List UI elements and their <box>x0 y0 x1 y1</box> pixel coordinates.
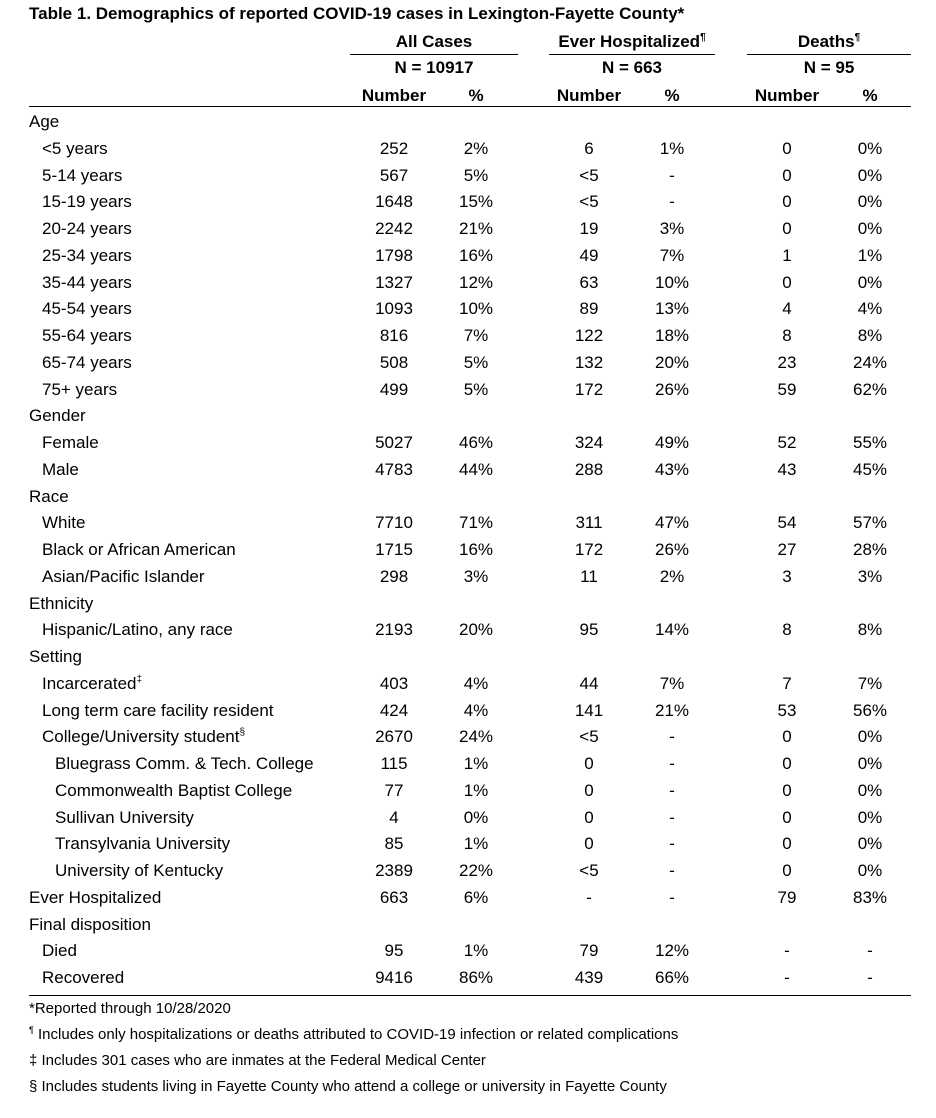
all-cases-number-cell: 95 <box>384 941 404 961</box>
footnote <box>29 1052 486 1069</box>
hospitalized-number-cell: <5 <box>579 861 599 880</box>
row-label <box>42 189 132 216</box>
table-row <box>0 858 936 885</box>
hospitalized-number-cell: 0 <box>584 754 594 773</box>
group-name: All Cases <box>395 32 473 51</box>
table-row <box>0 430 936 457</box>
all-cases-number-cell: 1798 <box>375 245 413 265</box>
hospitalized-percent-cell: 21% <box>654 700 690 720</box>
hospitalized-percent-cell: 26% <box>654 379 690 399</box>
all-cases-number-cell: 508 <box>379 352 409 372</box>
deaths-percent-cell: 0% <box>857 138 883 158</box>
row-label-text: 45-54 years <box>42 299 132 319</box>
all-cases-percent-cell: 5% <box>463 352 489 372</box>
row-label <box>29 644 82 671</box>
row-label <box>42 323 132 350</box>
all-cases-percent-cell: 2% <box>463 138 489 158</box>
header-rule <box>29 106 911 107</box>
table-row <box>0 377 936 404</box>
row-label <box>42 564 205 591</box>
hospitalized-percent-cell: 49% <box>654 433 690 452</box>
table-row <box>0 831 936 858</box>
deaths-number-cell: 4 <box>782 299 792 319</box>
deaths-percent-cell: 0% <box>857 754 883 773</box>
table-row <box>0 189 936 216</box>
all-cases-number-cell: 4783 <box>375 459 413 479</box>
deaths-number-cell: 0 <box>782 834 792 854</box>
section-row <box>0 484 936 511</box>
deaths-percent-cell: - <box>867 968 873 987</box>
hospitalized-number-cell: <5 <box>579 165 599 185</box>
row-label-text: College/University student <box>42 727 240 747</box>
deaths-percent-cell: 0% <box>857 727 883 747</box>
row-label-text: 5-14 years <box>42 165 123 185</box>
hospitalized-number-cell: 0 <box>584 834 594 854</box>
deaths-number-cell: 23 <box>777 352 797 372</box>
deaths-percent-cell: 45% <box>852 459 888 479</box>
all-cases-percent-cell: 44% <box>458 459 494 479</box>
hospitalized-percent-cell: 10% <box>654 272 690 292</box>
deaths-percent-cell: 0% <box>857 219 883 238</box>
deaths-number-cell: 0 <box>782 780 792 800</box>
hospitalized-number-cell: 311 <box>575 513 603 533</box>
all-cases-percent-cell: 16% <box>458 245 494 265</box>
row-label-text: Sullivan University <box>55 807 194 827</box>
row-label <box>42 938 77 965</box>
deaths-percent-cell: 8% <box>857 620 883 640</box>
table-row <box>0 296 936 323</box>
deaths-number-cell: 0 <box>782 727 792 747</box>
deaths-number-cell: - <box>784 941 790 961</box>
deaths-percent-cell: 62% <box>852 379 888 399</box>
hospitalized-percent-cell: - <box>669 192 675 212</box>
hospitalized-percent-cell: 18% <box>654 326 690 345</box>
deaths-number-cell: 0 <box>782 272 792 292</box>
section-row <box>0 591 936 618</box>
row-label-text: Final disposition <box>29 914 151 934</box>
all-cases-number-cell: 4 <box>389 807 399 827</box>
deaths-percent-cell: 8% <box>857 326 883 345</box>
deaths-percent-cell: 83% <box>852 887 888 907</box>
row-label <box>55 831 230 858</box>
all-cases-number-cell: 77 <box>384 780 404 800</box>
all-cases-percent-cell: 3% <box>463 566 489 586</box>
row-label-text: Race <box>29 486 69 506</box>
table-row <box>0 323 936 350</box>
all-cases-number-cell: 298 <box>379 566 409 586</box>
footnote-text: Includes only hospitalizations or deaths attributed to COVID-19 infection or related complications <box>33 1026 679 1043</box>
deaths-percent-cell: 57% <box>852 513 888 533</box>
hospitalized-number-cell: 0 <box>584 780 594 800</box>
deaths-number-cell: 0 <box>782 807 792 827</box>
group-footnote-mark: ¶ <box>854 32 861 43</box>
hospitalized-number-cell: - <box>586 887 592 907</box>
row-label-text: Died <box>42 941 77 961</box>
hospitalized-number-cell: 439 <box>574 968 604 987</box>
hospitalized-percent-cell: 7% <box>659 673 685 693</box>
all-cases-number-cell: 2670 <box>375 727 413 747</box>
deaths-number-cell: 54 <box>777 513 797 533</box>
hospitalized-percent-cell: 20% <box>654 352 690 372</box>
hospitalized-number-cell: 324 <box>574 433 604 452</box>
all-cases-number-cell: 499 <box>379 379 409 399</box>
row-label-text: Incarcerated <box>42 673 137 693</box>
column-header-number: Number <box>361 86 427 105</box>
column-header-percent: % <box>468 86 484 105</box>
all-cases-number-cell: 1715 <box>375 540 413 559</box>
row-label-text: Recovered <box>42 968 125 987</box>
all-cases-number-cell: 5027 <box>375 433 413 452</box>
row-label-text: 55-64 years <box>42 326 132 345</box>
row-label-text: Age <box>29 112 60 131</box>
deaths-number-cell: 0 <box>782 165 792 185</box>
footnote-mark: ¶ <box>29 1025 34 1035</box>
footnote-text: *Reported through 10/28/2020 <box>29 1000 231 1017</box>
group-n: N = 95 <box>803 58 855 77</box>
hospitalized-number-cell: 6 <box>584 138 594 158</box>
row-label-text: Bluegrass Comm. & Tech. College <box>55 754 314 773</box>
hospitalized-percent-cell: 14% <box>654 620 690 640</box>
hospitalized-percent-cell: 7% <box>659 245 685 265</box>
hospitalized-number-cell: 132 <box>574 352 604 372</box>
row-label <box>42 216 132 243</box>
hospitalized-percent-cell: 1% <box>659 138 685 158</box>
hospitalized-number-cell: 19 <box>579 219 599 238</box>
row-label-text: Asian/Pacific Islander <box>42 566 205 586</box>
footnote-text: § Includes students living in Fayette County who attend a college or university in Fayette County <box>29 1078 667 1095</box>
group-n: N = 10917 <box>394 58 474 77</box>
all-cases-number-cell: 2389 <box>375 861 413 880</box>
all-cases-number-cell: 403 <box>379 673 409 693</box>
all-cases-number-cell: 1327 <box>375 272 413 292</box>
row-label <box>42 724 245 751</box>
all-cases-percent-cell: 5% <box>463 379 489 399</box>
table-row <box>0 270 936 297</box>
table-row <box>0 350 936 377</box>
footnote-mark: ‡ <box>136 673 143 685</box>
hospitalized-percent-cell: - <box>669 807 675 827</box>
column-header-percent: % <box>664 86 680 105</box>
deaths-percent-cell: 55% <box>852 433 888 452</box>
table-row <box>0 216 936 243</box>
hospitalized-percent-cell: - <box>669 861 675 880</box>
table-row <box>0 751 936 778</box>
row-label <box>55 858 223 885</box>
row-label <box>42 136 108 163</box>
row-label <box>42 377 117 404</box>
deaths-percent-cell: 0% <box>857 192 883 212</box>
deaths-percent-cell: 28% <box>852 540 888 559</box>
all-cases-number-cell: 567 <box>379 165 409 185</box>
hospitalized-percent-cell: 12% <box>654 941 690 961</box>
hospitalized-number-cell: 288 <box>574 459 604 479</box>
section-row <box>0 912 936 939</box>
row-label <box>29 912 151 939</box>
row-label <box>29 591 93 618</box>
row-label <box>42 965 124 992</box>
row-label-text: Gender <box>29 406 86 426</box>
table-row <box>0 698 936 725</box>
all-cases-percent-cell: 22% <box>458 861 494 880</box>
table-row <box>0 136 936 163</box>
row-label-text: 35-44 years <box>42 272 132 292</box>
row-label-text: 65-74 years <box>42 352 132 372</box>
hospitalized-percent-cell: - <box>669 727 675 747</box>
table-row <box>0 617 936 644</box>
row-label-text: Transylvania University <box>55 834 231 854</box>
row-label-text: University of Kentucky <box>55 861 224 880</box>
row-label <box>42 457 79 484</box>
row-label-text: Commonwealth Baptist College <box>55 780 293 800</box>
row-label <box>42 270 132 297</box>
footnote-mark: § <box>239 727 246 739</box>
all-cases-percent-cell: 1% <box>463 780 489 800</box>
hospitalized-percent-cell: - <box>669 165 675 185</box>
all-cases-percent-cell: 1% <box>463 834 489 854</box>
all-cases-percent-cell: 86% <box>458 968 494 987</box>
section-row <box>0 403 936 430</box>
all-cases-number-cell: 424 <box>379 700 409 720</box>
table-row <box>0 163 936 190</box>
all-cases-number-cell: 663 <box>379 887 409 907</box>
hospitalized-percent-cell: - <box>669 887 675 907</box>
row-label-text: Ethnicity <box>29 593 94 613</box>
hospitalized-percent-cell: - <box>669 780 675 800</box>
table-row <box>0 510 936 537</box>
deaths-number-cell: 7 <box>782 673 792 693</box>
hospitalized-percent-cell: 26% <box>654 540 690 559</box>
hospitalized-percent-cell: - <box>669 754 675 773</box>
row-label-text: White <box>42 513 86 533</box>
deaths-percent-cell: 0% <box>857 165 883 185</box>
row-label-text: <5 years <box>42 138 108 158</box>
hospitalized-percent-cell: - <box>669 834 675 854</box>
all-cases-percent-cell: 46% <box>458 433 494 452</box>
group-n: N = 663 <box>601 58 662 77</box>
row-label <box>42 296 132 323</box>
group-footnote-mark: ¶ <box>700 32 706 43</box>
row-label <box>55 805 194 832</box>
table-title: Table 1. Demographics of reported COVID-19 cases in Lexington-Fayette County* <box>29 4 685 23</box>
row-label-text: Black or African American <box>42 540 236 559</box>
section-row <box>0 644 936 671</box>
column-header-percent: % <box>862 86 878 105</box>
all-cases-number-cell: 115 <box>380 754 408 773</box>
group-name: Ever Hospitalized <box>558 32 701 51</box>
deaths-percent-cell: 1% <box>857 245 883 265</box>
row-label-text: Hispanic/Latino, any race <box>42 620 233 640</box>
bottom-rule <box>29 995 911 996</box>
table-row <box>0 243 936 270</box>
all-cases-number-cell: 9416 <box>375 968 413 987</box>
deaths-number-cell: 53 <box>777 700 797 720</box>
table-row <box>0 671 936 698</box>
hospitalized-number-cell: <5 <box>579 192 599 212</box>
deaths-number-cell: 3 <box>782 566 792 586</box>
hospitalized-number-cell: 44 <box>579 673 599 693</box>
deaths-number-cell: - <box>784 968 790 987</box>
row-label <box>42 617 233 644</box>
column-header-number: Number <box>754 86 820 105</box>
deaths-number-cell: 0 <box>782 138 792 158</box>
row-label <box>42 163 122 190</box>
row-label-text: Long term care facility resident <box>42 700 274 720</box>
hospitalized-number-cell: 122 <box>574 326 604 345</box>
deaths-number-cell: 27 <box>777 540 797 559</box>
row-label <box>42 671 142 698</box>
row-label-text: 75+ years <box>42 379 118 399</box>
hospitalized-number-cell: 63 <box>579 272 599 292</box>
row-label <box>42 510 85 537</box>
section-row <box>0 885 936 912</box>
group-header-all-cases <box>350 31 518 81</box>
all-cases-percent-cell: 6% <box>463 887 489 907</box>
all-cases-percent-cell: 71% <box>458 513 494 533</box>
row-label-text: Female <box>42 433 99 452</box>
all-cases-number-cell: 85 <box>384 834 404 854</box>
row-label <box>42 430 99 457</box>
hospitalized-percent-cell: 3% <box>659 219 685 238</box>
hospitalized-number-cell: 95 <box>579 620 599 640</box>
hospitalized-percent-cell: 66% <box>654 968 690 987</box>
hospitalized-percent-cell: 43% <box>654 459 690 479</box>
row-label <box>42 350 132 377</box>
all-cases-percent-cell: 15% <box>458 192 494 212</box>
all-cases-number-cell: 816 <box>379 326 409 345</box>
row-label-text: Male <box>42 459 79 479</box>
all-cases-percent-cell: 12% <box>458 272 494 292</box>
group-header-deaths <box>747 31 911 81</box>
all-cases-number-cell: 2193 <box>375 620 413 640</box>
all-cases-number-cell: 1648 <box>375 192 413 212</box>
row-label-text: 15-19 years <box>42 192 132 212</box>
table-row <box>0 724 936 751</box>
deaths-number-cell: 52 <box>777 433 797 452</box>
deaths-percent-cell: 0% <box>857 780 883 800</box>
all-cases-percent-cell: 4% <box>463 700 489 720</box>
all-cases-number-cell: 252 <box>379 138 409 158</box>
all-cases-percent-cell: 7% <box>463 326 489 345</box>
table-row <box>0 938 936 965</box>
section-row <box>0 109 936 136</box>
all-cases-percent-cell: 4% <box>463 673 489 693</box>
all-cases-percent-cell: 16% <box>458 540 494 559</box>
row-label <box>29 484 69 511</box>
hospitalized-number-cell: 89 <box>579 299 599 319</box>
hospitalized-number-cell: 0 <box>584 807 594 827</box>
all-cases-percent-cell: 21% <box>458 219 494 238</box>
deaths-percent-cell: 4% <box>857 299 883 319</box>
deaths-percent-cell: 0% <box>857 834 883 854</box>
table-row <box>0 537 936 564</box>
deaths-number-cell: 43 <box>777 459 797 479</box>
row-label <box>42 698 274 725</box>
hospitalized-number-cell: 172 <box>574 379 604 399</box>
all-cases-number-cell: 2242 <box>375 219 413 238</box>
all-cases-number-cell: 7710 <box>375 513 413 533</box>
deaths-number-cell: 79 <box>777 887 797 907</box>
deaths-percent-cell: 0% <box>857 807 883 827</box>
hospitalized-percent-cell: 47% <box>654 513 690 533</box>
footnote-text: ‡ Includes 301 cases who are inmates at the Federal Medical Center <box>29 1052 486 1069</box>
row-label-text: 25-34 years <box>42 245 132 265</box>
deaths-percent-cell: 3% <box>857 566 883 586</box>
all-cases-percent-cell: 10% <box>458 299 494 319</box>
footnote <box>29 1026 678 1043</box>
row-label <box>29 403 86 430</box>
deaths-percent-cell: 0% <box>857 861 883 880</box>
row-label <box>42 537 236 564</box>
row-label-text: Setting <box>29 647 82 666</box>
table-row <box>0 805 936 832</box>
deaths-number-cell: 0 <box>782 192 792 212</box>
row-label <box>55 751 314 778</box>
deaths-percent-cell: 24% <box>852 352 888 372</box>
hospitalized-number-cell: 172 <box>574 540 604 559</box>
row-label-text: 20-24 years <box>42 219 132 238</box>
footnote <box>29 1078 667 1095</box>
row-label-text: Ever Hospitalized <box>29 887 162 907</box>
deaths-number-cell: 8 <box>782 326 792 345</box>
hospitalized-percent-cell: 13% <box>654 299 690 319</box>
column-header-number: Number <box>556 86 622 105</box>
all-cases-percent-cell: 5% <box>463 165 489 185</box>
deaths-percent-cell: - <box>867 941 873 961</box>
deaths-percent-cell: 0% <box>857 272 883 292</box>
deaths-number-cell: 0 <box>782 754 792 773</box>
deaths-number-cell: 0 <box>782 219 792 238</box>
row-label <box>55 778 292 805</box>
all-cases-percent-cell: 20% <box>458 620 494 640</box>
table-row <box>0 965 936 992</box>
all-cases-percent-cell: 1% <box>463 754 489 773</box>
deaths-number-cell: 8 <box>782 620 792 640</box>
row-label <box>29 109 59 136</box>
hospitalized-number-cell: <5 <box>579 727 599 747</box>
all-cases-percent-cell: 0% <box>463 807 489 827</box>
table-row <box>0 778 936 805</box>
deaths-percent-cell: 7% <box>857 673 883 693</box>
deaths-number-cell: 1 <box>782 245 792 265</box>
hospitalized-percent-cell: 2% <box>659 566 685 586</box>
all-cases-percent-cell: 24% <box>458 727 494 747</box>
table-row <box>0 457 936 484</box>
deaths-percent-cell: 56% <box>852 700 888 720</box>
all-cases-percent-cell: 1% <box>463 941 489 961</box>
row-label <box>29 885 161 912</box>
group-name: Deaths <box>797 32 855 51</box>
hospitalized-number-cell: 49 <box>579 245 599 265</box>
hospitalized-number-cell: 141 <box>574 700 604 720</box>
hospitalized-number-cell: 79 <box>579 941 599 961</box>
row-label <box>42 243 132 270</box>
all-cases-number-cell: 1093 <box>375 299 413 319</box>
hospitalized-number-cell: 11 <box>580 566 598 586</box>
deaths-number-cell: 59 <box>777 379 797 399</box>
table-row <box>0 564 936 591</box>
deaths-number-cell: 0 <box>782 861 792 880</box>
footnote <box>29 1000 231 1017</box>
group-header-ever-hospitalized <box>549 31 715 81</box>
